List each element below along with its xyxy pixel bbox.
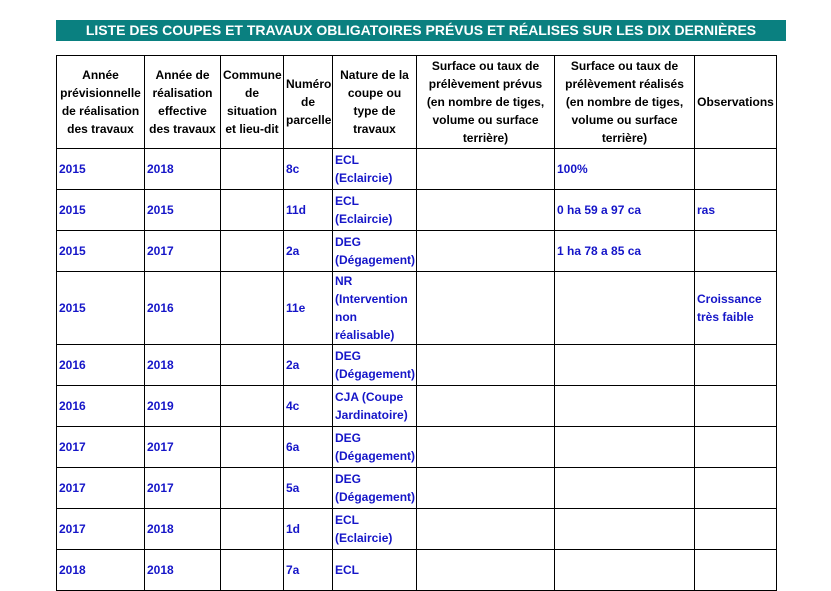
col-header-annee-effective: Année de réalisation effective des travaux <box>145 56 221 149</box>
cell-surface-prevue <box>417 427 555 468</box>
cell-commune <box>221 509 284 550</box>
cell-surface-realisee: 1 ha 78 a 85 ca <box>555 231 695 272</box>
cell-nature: DEG (Dégagement) <box>333 427 417 468</box>
cell-annee-prevue: 2015 <box>57 272 145 345</box>
cell-annee-effective: 2018 <box>145 550 221 591</box>
cell-parcelle: 6a <box>284 427 333 468</box>
cell-annee-prevue: 2016 <box>57 386 145 427</box>
cell-parcelle: 7a <box>284 550 333 591</box>
cell-surface-prevue <box>417 272 555 345</box>
table-row <box>57 550 777 591</box>
cell-annee-prevue: 2017 <box>57 427 145 468</box>
cell-observations <box>695 345 777 386</box>
cell-commune <box>221 386 284 427</box>
cell-surface-prevue <box>417 149 555 190</box>
cell-nature: DEG (Dégagement) <box>333 231 417 272</box>
cell-nature: ECL (Eclaircie) <box>333 149 417 190</box>
table-row <box>57 345 777 386</box>
cell-observations <box>695 149 777 190</box>
cell-annee-effective: 2016 <box>145 272 221 345</box>
cell-commune <box>221 468 284 509</box>
cell-surface-realisee: 100% <box>555 149 695 190</box>
cell-surface-realisee <box>555 550 695 591</box>
cell-annee-effective: 2017 <box>145 231 221 272</box>
table-row <box>57 427 777 468</box>
cell-annee-prevue: 2016 <box>57 345 145 386</box>
cell-surface-realisee <box>555 386 695 427</box>
cell-observations <box>695 550 777 591</box>
cell-surface-realisee <box>555 345 695 386</box>
cell-commune <box>221 190 284 231</box>
cell-parcelle: 4c <box>284 386 333 427</box>
col-header-surface-prevue: Surface ou taux de prélèvement prévus (en nombre de tiges, volume ou surface terrière) <box>417 56 555 149</box>
cell-annee-effective: 2018 <box>145 149 221 190</box>
cell-parcelle: 11d <box>284 190 333 231</box>
cell-observations <box>695 509 777 550</box>
cell-annee-prevue: 2018 <box>57 550 145 591</box>
header-row <box>57 56 777 149</box>
table-row <box>57 509 777 550</box>
page-title: LISTE DES COUPES ET TRAVAUX OBLIGATOIRES PRÉVUS ET RÉALISES SUR LES DIX DERNIÈRES <box>56 20 786 41</box>
cell-annee-effective: 2018 <box>145 509 221 550</box>
cell-nature: ECL (Eclaircie) <box>333 190 417 231</box>
cell-commune <box>221 149 284 190</box>
cell-annee-effective: 2017 <box>145 427 221 468</box>
cell-commune <box>221 272 284 345</box>
col-header-commune: Commune de situation et lieu-dit <box>221 56 284 149</box>
cell-parcelle: 2a <box>284 345 333 386</box>
table-row <box>57 386 777 427</box>
cell-annee-prevue: 2015 <box>57 149 145 190</box>
cell-nature: NR (Intervention non réalisable) <box>333 272 417 345</box>
cell-surface-realisee: 0 ha 59 a 97 ca <box>555 190 695 231</box>
cell-parcelle: 5a <box>284 468 333 509</box>
cell-annee-effective: 2019 <box>145 386 221 427</box>
col-header-surface-realisee: Surface ou taux de prélèvement réalisés (en nombre de tiges, volume ou surface terrière) <box>555 56 695 149</box>
cell-observations <box>695 468 777 509</box>
cell-commune <box>221 550 284 591</box>
cell-surface-realisee <box>555 468 695 509</box>
table-row <box>57 231 777 272</box>
table-row <box>57 272 777 345</box>
cell-annee-prevue: 2015 <box>57 190 145 231</box>
cell-annee-prevue: 2017 <box>57 509 145 550</box>
cell-annee-effective: 2015 <box>145 190 221 231</box>
cell-observations: ras <box>695 190 777 231</box>
cell-nature: DEG (Dégagement) <box>333 345 417 386</box>
cell-surface-prevue <box>417 550 555 591</box>
cell-commune <box>221 427 284 468</box>
table-row <box>57 190 777 231</box>
cell-annee-effective: 2018 <box>145 345 221 386</box>
cell-parcelle: 1d <box>284 509 333 550</box>
cell-nature: DEG (Dégagement) <box>333 468 417 509</box>
cell-parcelle: 8c <box>284 149 333 190</box>
table-row <box>57 149 777 190</box>
col-header-parcelle: Numéro de parcelle <box>284 56 333 149</box>
cell-annee-effective: 2017 <box>145 468 221 509</box>
cell-surface-prevue <box>417 231 555 272</box>
cell-surface-prevue <box>417 468 555 509</box>
cell-nature: ECL <box>333 550 417 591</box>
cell-observations <box>695 386 777 427</box>
cell-nature: CJA (Coupe Jardinatoire) <box>333 386 417 427</box>
cell-commune <box>221 231 284 272</box>
col-header-annee-prevue: Année prévisionnelle de réalisation des travaux <box>57 56 145 149</box>
cell-surface-realisee <box>555 427 695 468</box>
table-row <box>57 468 777 509</box>
col-header-nature: Nature de la coupe ou type de travaux <box>333 56 417 149</box>
cell-parcelle: 11e <box>284 272 333 345</box>
cell-nature: ECL (Eclaircie) <box>333 509 417 550</box>
cell-observations <box>695 231 777 272</box>
cell-annee-prevue: 2015 <box>57 231 145 272</box>
cell-surface-prevue <box>417 509 555 550</box>
cell-surface-prevue <box>417 190 555 231</box>
cell-surface-prevue <box>417 345 555 386</box>
col-header-observations: Observations <box>695 56 777 149</box>
works-table <box>56 55 777 591</box>
cell-surface-realisee <box>555 509 695 550</box>
cell-observations: Croissance très faible <box>695 272 777 345</box>
cell-commune <box>221 345 284 386</box>
cell-surface-realisee <box>555 272 695 345</box>
cell-parcelle: 2a <box>284 231 333 272</box>
cell-annee-prevue: 2017 <box>57 468 145 509</box>
cell-surface-prevue <box>417 386 555 427</box>
cell-observations <box>695 427 777 468</box>
